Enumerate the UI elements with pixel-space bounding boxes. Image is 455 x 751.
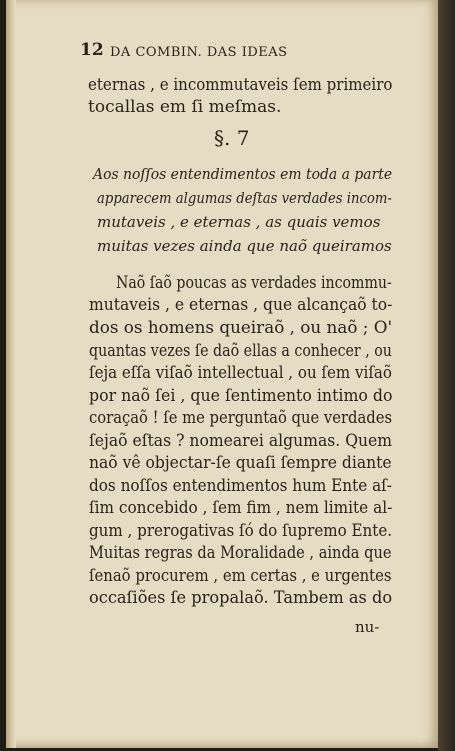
section-heading: §. 7 (214, 126, 250, 150)
italic-summary-line: apparecem algumas deſtas verdades incom- (97, 189, 392, 207)
body-line: coraçaõ ! ſe me perguntaõ que verdades (89, 408, 393, 428)
intro-line: eternas , e incommutaveis ſem primeiro (88, 75, 393, 95)
body-line: mutaveis , e eternas , que alcançaõ to- (89, 295, 393, 315)
italic-summary-line: mutaveis , e eternas , as quais vemos (97, 213, 381, 231)
running-title: DA COMBIN. DAS IDEAS (110, 45, 288, 60)
body-line: occaſiões ſe propalaõ. Tambem as do (89, 588, 393, 608)
body-line: ſenaõ procurem , em certas , e urgentes (89, 566, 392, 586)
body-line: dos noſſos entendimentos hum Ente aſ- (89, 476, 392, 496)
body-line: ſim concebido , ſem fim , nem limite al- (89, 498, 393, 518)
body-line: Muitas regras da Moralidade , ainda que (89, 543, 392, 563)
italic-summary-line: Aos noſſos entendimentos em toda a parte (93, 165, 393, 183)
body-line: dos os homens queiraõ , ou naõ ; O' (89, 318, 393, 338)
intro-line: tocallas em ſi meſmas. (88, 97, 282, 117)
italic-summary-line: muitas vezes ainda que naõ queiramos (97, 237, 392, 255)
body-line: ſejaõ eſtas ? nomearei algumas. Quem (89, 431, 393, 451)
body-line: Naõ ſaõ poucas as verdades incommu- (116, 273, 392, 293)
body-line: ſeja eſſa viſaõ intellectual , ou ſem viſaõ (89, 363, 392, 383)
body-line: gum , prerogativas ſó do ſupremo Ente. (89, 521, 393, 541)
book-edge (438, 0, 455, 751)
body-line: naõ vê objectar-ſe quaſi ſempre diante (89, 453, 392, 473)
page-gutter (6, 0, 16, 748)
catchword: nu- (355, 618, 380, 636)
body-line: quantas vezes ſe daõ ellas a conhecer , ou (89, 341, 392, 361)
page-number: 12 (80, 40, 104, 60)
body-line: por naõ ſei , que ſentimento intimo do (89, 386, 393, 406)
